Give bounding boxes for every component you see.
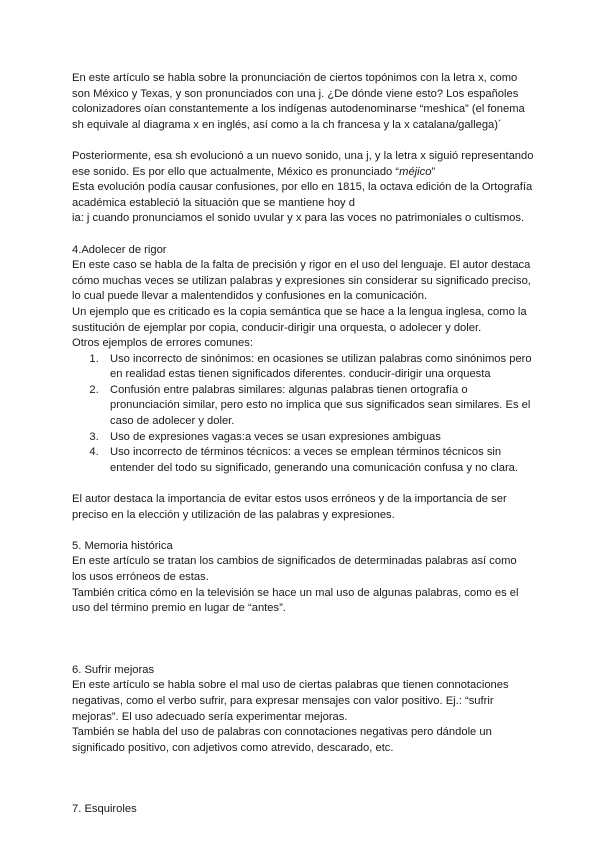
section-4-paragraph-4: El autor destaca la importancia de evitar estos usos erróneos y de la importancia de ser preciso en la elección y utilización de las palabras y expresiones.	[72, 493, 507, 521]
section-4-heading: 4.Adolecer de rigor	[72, 243, 167, 256]
list-item: 3. Uso de expresiones vagas:a veces se usan expresiones ambiguas	[108, 430, 534, 446]
section-7-heading: 7. Esquiroles	[72, 803, 137, 816]
section-5-paragraph-1: En este artículo se tratan los cambios de significados de determinadas palabras así como los usos erróneos de estas.	[72, 555, 517, 583]
section-5-heading: 5. Memoria histórica	[72, 539, 173, 552]
intro-paragraph-1: En este artículo se habla sobre la pronunciación de ciertos topónimos con la letra x, como son México y Texas, y son pronunciados con una j. ¿De dónde viene esto? Los españoles colonizadores oían constantemente a los indígenas autodenominarse “meshica” (el fonema sh equivale al diagrama x en inglés, así como a la ch francesa y la x catalana/gallega)´	[72, 72, 525, 131]
intro-paragraph-2-text: Posteriormente, esa sh evolucionó a un nuevo sonido, una j, y la letra x siguió representando ese sonido. Es por ello que actualmente, México es pronunciado “	[72, 149, 534, 178]
section-5-paragraph-2: También critica cómo en la televisión se hace un mal uso de algunas palabras, como es el uso del término premio en lugar de “antes”.	[72, 586, 519, 615]
section-6-paragraph-2: También se habla del uso de palabras con connotaciones negativas pero dándole un significado positivo, con adjetivos como atrevido, descarado, etc.	[72, 726, 492, 754]
list-item: 4. Uso incorrecto de términos técnicos: a veces se emplean términos técnicos sin entender del todo su significado, generando una comunicación confusa y no clara.	[108, 445, 534, 476]
errors-list	[72, 352, 534, 477]
intro-paragraph-2	[72, 149, 534, 180]
section-6-heading: 6. Sufrir mejoras	[72, 663, 155, 676]
section-4-paragraph-3: Otros ejemplos de errores comunes:	[72, 337, 253, 350]
list-item: 2. Confusión entre palabras similares: algunas palabras tienen ortografía o pronunciación similar, pero esto no implica que sus significados sean similares. Es el caso de adolecer y doler.	[108, 383, 534, 430]
intro-paragraph-2-quote: ”	[431, 165, 436, 178]
intro-italic-word: méjico	[399, 165, 432, 178]
document-body	[72, 71, 534, 818]
section-4-paragraph-1: En este caso se habla de la falta de precisión y rigor en el uso del lenguaje. El autor destaca cómo muchas veces se utilizan palabras y expresiones sin considerar su significado preciso, lo cual puede llevar a malentendidos y confusiones en la comunicación.	[72, 259, 531, 303]
intro-paragraph-3: Esta evolución podía causar confusiones, por ello en 1815, la octava edición de la Ortografía académica estableció la situación que se mantiene hoy d	[72, 181, 533, 209]
intro-paragraph-4: ia: j cuando pronunciamos el sonido uvular y x para las voces no patrimoniales o cultismos.	[72, 212, 525, 225]
section-4-paragraph-2: Un ejemplo que es criticado es la copia semántica que se hace a la lengua inglesa, como la sustitución de ejemplar por copia, conducir-dirigir una orquesta, o adolecer y doler.	[72, 305, 527, 334]
list-item: 1. Uso incorrecto de sinónimos: en ocasiones se utilizan palabras como sinónimos pero en realidad estas tienen significados diferentes. conducir-dirigir una orquesta	[108, 352, 534, 383]
section-6-paragraph-1: En este artículo se habla sobre el mal uso de ciertas palabras que tienen connotaciones negativas, como el verbo sufrir, para expresar mensajes con valor positivo. Ej.: “sufrir mejoras”. El uso adecuado sería experimentar mejoras.	[72, 679, 509, 723]
